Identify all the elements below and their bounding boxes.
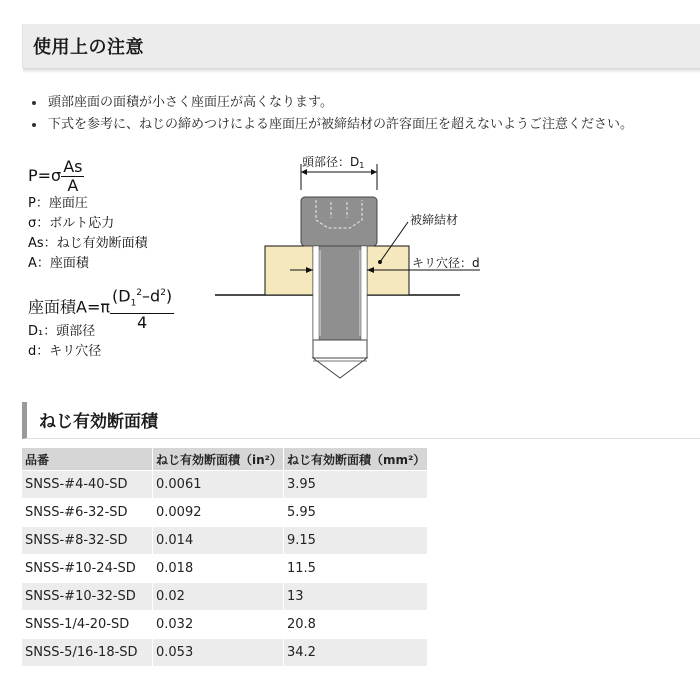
effective-area-table xyxy=(22,448,428,666)
column-header: ねじ有効断面積（in²） xyxy=(153,448,284,471)
table-row xyxy=(22,471,428,499)
part-number-cell: SNSS-#10-32-SD xyxy=(22,583,153,611)
part-number-cell: SNSS-#10-24-SD xyxy=(22,555,153,583)
area-mm2-cell: 34.2 xyxy=(284,639,428,667)
bolt-head xyxy=(301,197,377,246)
formula-numerator: As xyxy=(63,157,83,176)
area-in2-cell: 0.014 xyxy=(153,527,284,555)
part-number-cell: SNSS-1/4-20-SD xyxy=(22,611,153,639)
part-number-cell: SNSS-#6-32-SD xyxy=(22,499,153,527)
area-mm2-cell: 11.5 xyxy=(284,555,428,583)
table-header-row xyxy=(22,448,428,471)
pressure-formula xyxy=(28,158,84,195)
area-in2-cell: 0.018 xyxy=(153,555,284,583)
table-row xyxy=(22,639,428,667)
formula-denominator: 4 xyxy=(136,312,148,332)
definition-item: σ：ボルト応力 xyxy=(28,216,115,231)
part-number-cell: SNSS-5/16-18-SD xyxy=(22,639,153,667)
area-in2-cell: 0.032 xyxy=(153,611,284,639)
clamped-material-label: 被締結材 xyxy=(410,213,459,227)
area-in2-cell: 0.0092 xyxy=(153,499,284,527)
area-mm2-cell: 5.95 xyxy=(284,499,428,527)
area-mm2-cell: 20.8 xyxy=(284,611,428,639)
area-mm2-cell: 9.15 xyxy=(284,527,428,555)
table-row xyxy=(22,611,428,639)
part-number-cell: SNSS-#4-40-SD xyxy=(22,471,153,499)
area-formula: 座面積A=π $\frac{(D_1^2-d^2)}{4}$ xyxy=(28,284,174,332)
definition-item: As：ねじ有効断面積 xyxy=(28,236,148,251)
area-in2-cell: 0.02 xyxy=(153,583,284,611)
definitions-2 xyxy=(28,322,101,362)
page-title: 使用上の注意 xyxy=(33,37,144,58)
list-item: 頭部座面の面積が小さく座面圧が高くなります。 xyxy=(30,92,633,114)
table-row xyxy=(22,527,428,555)
area-in2-cell: 0.0061 xyxy=(153,471,284,499)
part-number-cell: SNSS-#8-32-SD xyxy=(22,527,153,555)
table-row xyxy=(22,499,428,527)
definitions-1 xyxy=(28,194,148,274)
column-header: 品番 xyxy=(22,448,153,471)
column-header: ねじ有効断面積（mm²） xyxy=(284,448,428,471)
section-title-text: ねじ有効断面積 xyxy=(39,412,158,432)
formula-lhs: P=σ xyxy=(28,166,62,185)
definition-item: d：キリ穴径 xyxy=(28,344,102,359)
table-row xyxy=(22,555,428,583)
table-row xyxy=(22,583,428,611)
head-diameter-label: 頭部径：D1 xyxy=(302,155,365,170)
drill-hole-label: キリ穴径：d xyxy=(412,256,480,270)
definition-item: A：座面積 xyxy=(28,256,89,271)
definition-item: D₁：頭部径 xyxy=(28,324,96,339)
area-mm2-cell: 3.95 xyxy=(284,471,428,499)
section-title xyxy=(22,402,700,439)
formula-lhs: 座面積A=π xyxy=(28,297,110,317)
caution-header xyxy=(22,24,700,68)
caution-list xyxy=(30,92,633,136)
list-item: 下式を参考に、ねじの締めつけによる座面圧が被締結材の許容面圧を超えないようご注意ください。 xyxy=(30,114,633,136)
bolt-shank xyxy=(313,246,367,340)
definition-item: P：座面圧 xyxy=(28,196,88,211)
formula-denominator: A xyxy=(67,176,79,195)
bolt-diagram xyxy=(210,150,490,390)
area-in2-cell: 0.053 xyxy=(153,639,284,667)
area-mm2-cell: 13 xyxy=(284,583,428,611)
